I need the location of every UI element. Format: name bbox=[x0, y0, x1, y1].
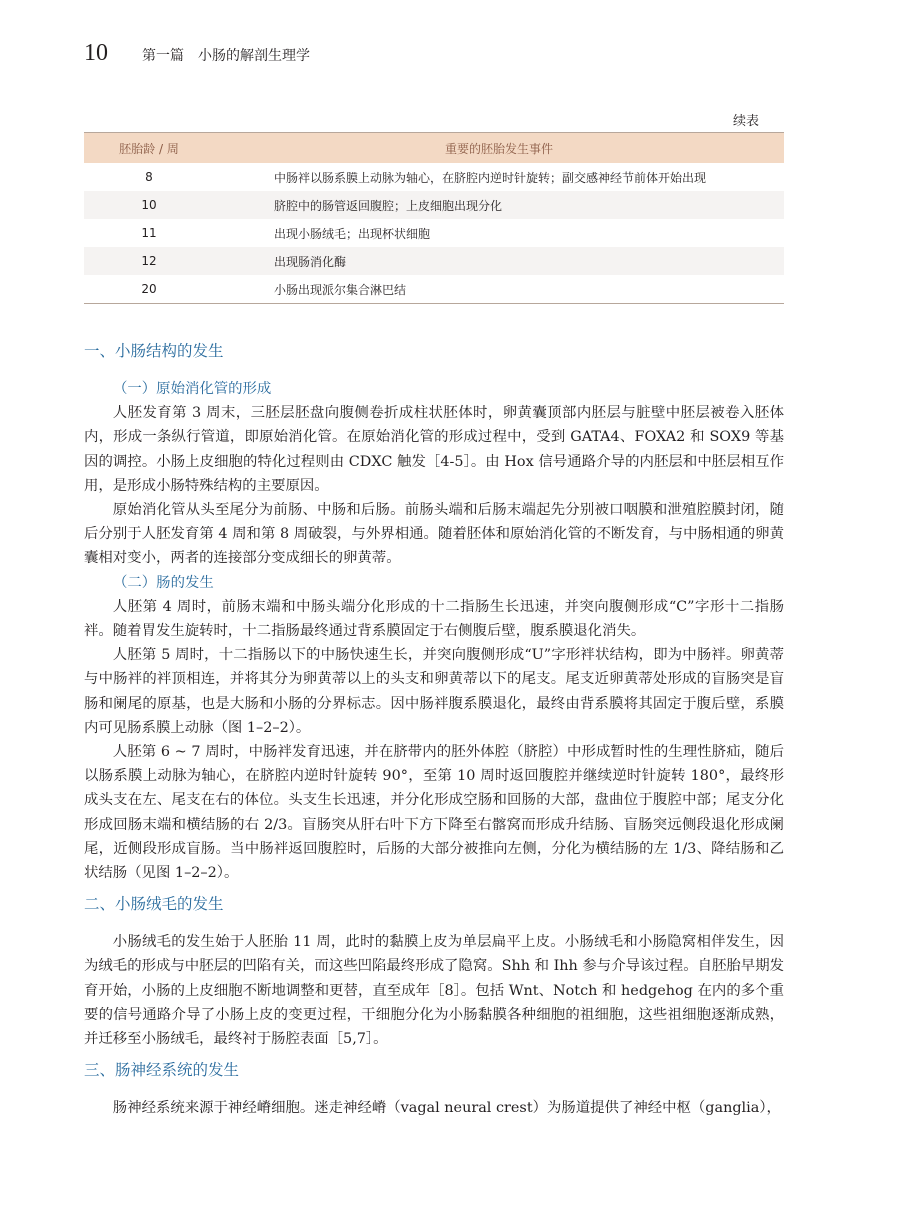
paragraph: 人胚发育第 3 周末，三胚层胚盘向腹侧卷折成柱状胚体时，卵黄囊顶部内胚层与脏壁中胚层被卷入胚体内，形成一条纵行管道，即原始消化管。在原始消化管的形成过程中，受到 GATA4、FOXA2 和 SOX9 等基因的调控。小肠上皮细胞的特化过程则由 CDXC 触发［4-5］。由 Hox 信号通路介导的内胚层和中胚层相互作用，是形成小肠特殊结构的主要原因。 bbox=[84, 405, 784, 494]
cell-event: 出现肠消化酶 bbox=[214, 247, 784, 275]
cell-event: 中肠袢以肠系膜上动脉为轴心，在脐腔内逆时针旋转；副交感神经节前体开始出现 bbox=[274, 170, 707, 185]
paragraph: 肠神经系统来源于神经嵴细胞。迷走神经嵴（vagal neural crest）为肠道提供了神经中枢（ganglia）， bbox=[112, 1100, 781, 1117]
paragraph: 原始消化管从头至尾分为前肠、中肠和后肠。前肠头端和后肠末端起先分别被口咽膜和泄殖腔膜封闭，随后分别于人胚发育第 4 周和第 8 周破裂，与外界相通。随着胚体和原始消化管的不断发育，与中肠相通的卵黄囊相对变小，两者的连接部分变成细长的卵黄蒂。 bbox=[84, 502, 784, 567]
table-row bbox=[84, 163, 784, 191]
cell-event: 脐腔中的肠管返回腹腔；上皮细胞出现分化 bbox=[214, 191, 784, 219]
table-row bbox=[84, 247, 784, 275]
paragraph: 人胚第 5 周时，十二指肠以下的中肠快速生长，并突向腹侧形成“U”字形袢状结构，即为中肠袢。卵黄蒂与中肠袢的袢顶相连，并将其分为卵黄蒂以上的头支和卵黄蒂以下的尾支。尾支近卵黄蒂处形成的盲肠突是盲肠和阑尾的原基，也是大肠和小肠的分界标志。因中肠袢腹系膜退化，最终由背系膜将其固定于腹后壁，系膜内可见肠系膜上动脉（图 1–2–2）。 bbox=[84, 647, 784, 736]
section-heading-villi: 二、小肠绒毛的发生 bbox=[84, 895, 224, 914]
table-caption: 续表 bbox=[733, 114, 760, 129]
embryo-events-table bbox=[84, 132, 784, 304]
table-row bbox=[84, 219, 784, 247]
cell-event: 小肠出现派尔集合淋巴结 bbox=[274, 282, 407, 297]
table-row bbox=[84, 191, 784, 219]
subsection-heading-primitive-gut: （一）原始消化管的形成 bbox=[113, 381, 272, 397]
paragraph: 人胚第 6 ~ 7 周时，中肠袢发育迅速，并在脐带内的胚外体腔（脐腔）中形成暂时性的生理性脐疝，随后以肠系膜上动脉为轴心，在脐腔内逆时针旋转 90°，至第 10 周时返回腹腔并继续逆时针旋转 180°，最终形成头支在左、尾支在右的体位。头支生长迅速，并分化形成空肠和回肠的大部，盘曲位于腹腔中部；尾支分化形成回肠末端和横结肠的右 2/3。盲肠突从肝右叶下方下降至右髂窝而形成升结肠、盲肠突远侧段退化形成阑尾，近侧段形成盲肠。当中肠袢返回腹腔时，后肠的大部分被推向左侧，分化为横结肠的左 1/3、降结肠和乙状结肠（见图 1–2–2）。 bbox=[84, 744, 784, 882]
cell-week: 8 bbox=[145, 170, 153, 184]
cell-week: 11 bbox=[141, 226, 157, 240]
column-header-events: 重要的胚胎发生事件 bbox=[214, 133, 784, 164]
cell-event: 出现小肠绒毛；出现杯状细胞 bbox=[274, 226, 431, 241]
column-header-week: 胚胎龄 / 周 bbox=[84, 133, 214, 164]
subsection-heading-intestine: （二）肠的发生 bbox=[113, 574, 214, 591]
section-heading-structure: 一、小肠结构的发生 bbox=[84, 342, 224, 360]
table-header-row bbox=[84, 133, 784, 164]
table-row bbox=[84, 275, 784, 304]
running-title: 第一篇 小肠的解剖生理学 bbox=[142, 48, 310, 64]
cell-week: 20 bbox=[141, 282, 157, 296]
cell-week: 12 bbox=[84, 247, 214, 275]
cell-week: 10 bbox=[84, 191, 214, 219]
paragraph: 小肠绒毛的发生始于人胚胎 11 周，此时的黏膜上皮为单层扁平上皮。小肠绒毛和小肠隐窝相伴发生，因为绒毛的形成与中胚层的凹陷有关，而这些凹陷最终形成了隐窝。Shh 和 Ihh 参与介导该过程。自胚胎早期发育开始，小肠的上皮细胞不断地调整和更替，直至成年［8］。包括 Wnt、Notch 和 hedgehog 在内的多个重要的信号通路介导了小肠上皮的变更过程，干细胞分化为小肠黏膜各种细胞的祖细胞，这些祖细胞逐渐成熟，并迁移至小肠绒毛，最终衬于肠腔表面［5,7］。 bbox=[84, 934, 784, 1048]
page-number: 10 bbox=[84, 40, 108, 66]
body-text bbox=[84, 338, 784, 1120]
paragraph: 人胚第 4 周时，前肠末端和中肠头端分化形成的十二指肠生长迅速，并突向腹侧形成“C”字形十二指肠袢。随着胃发生旋转时，十二指肠最终通过背系膜固定于右侧腹后壁，腹系膜退化消失。 bbox=[84, 598, 784, 639]
section-heading-enteric-nervous-system: 三、肠神经系统的发生 bbox=[84, 1061, 240, 1080]
